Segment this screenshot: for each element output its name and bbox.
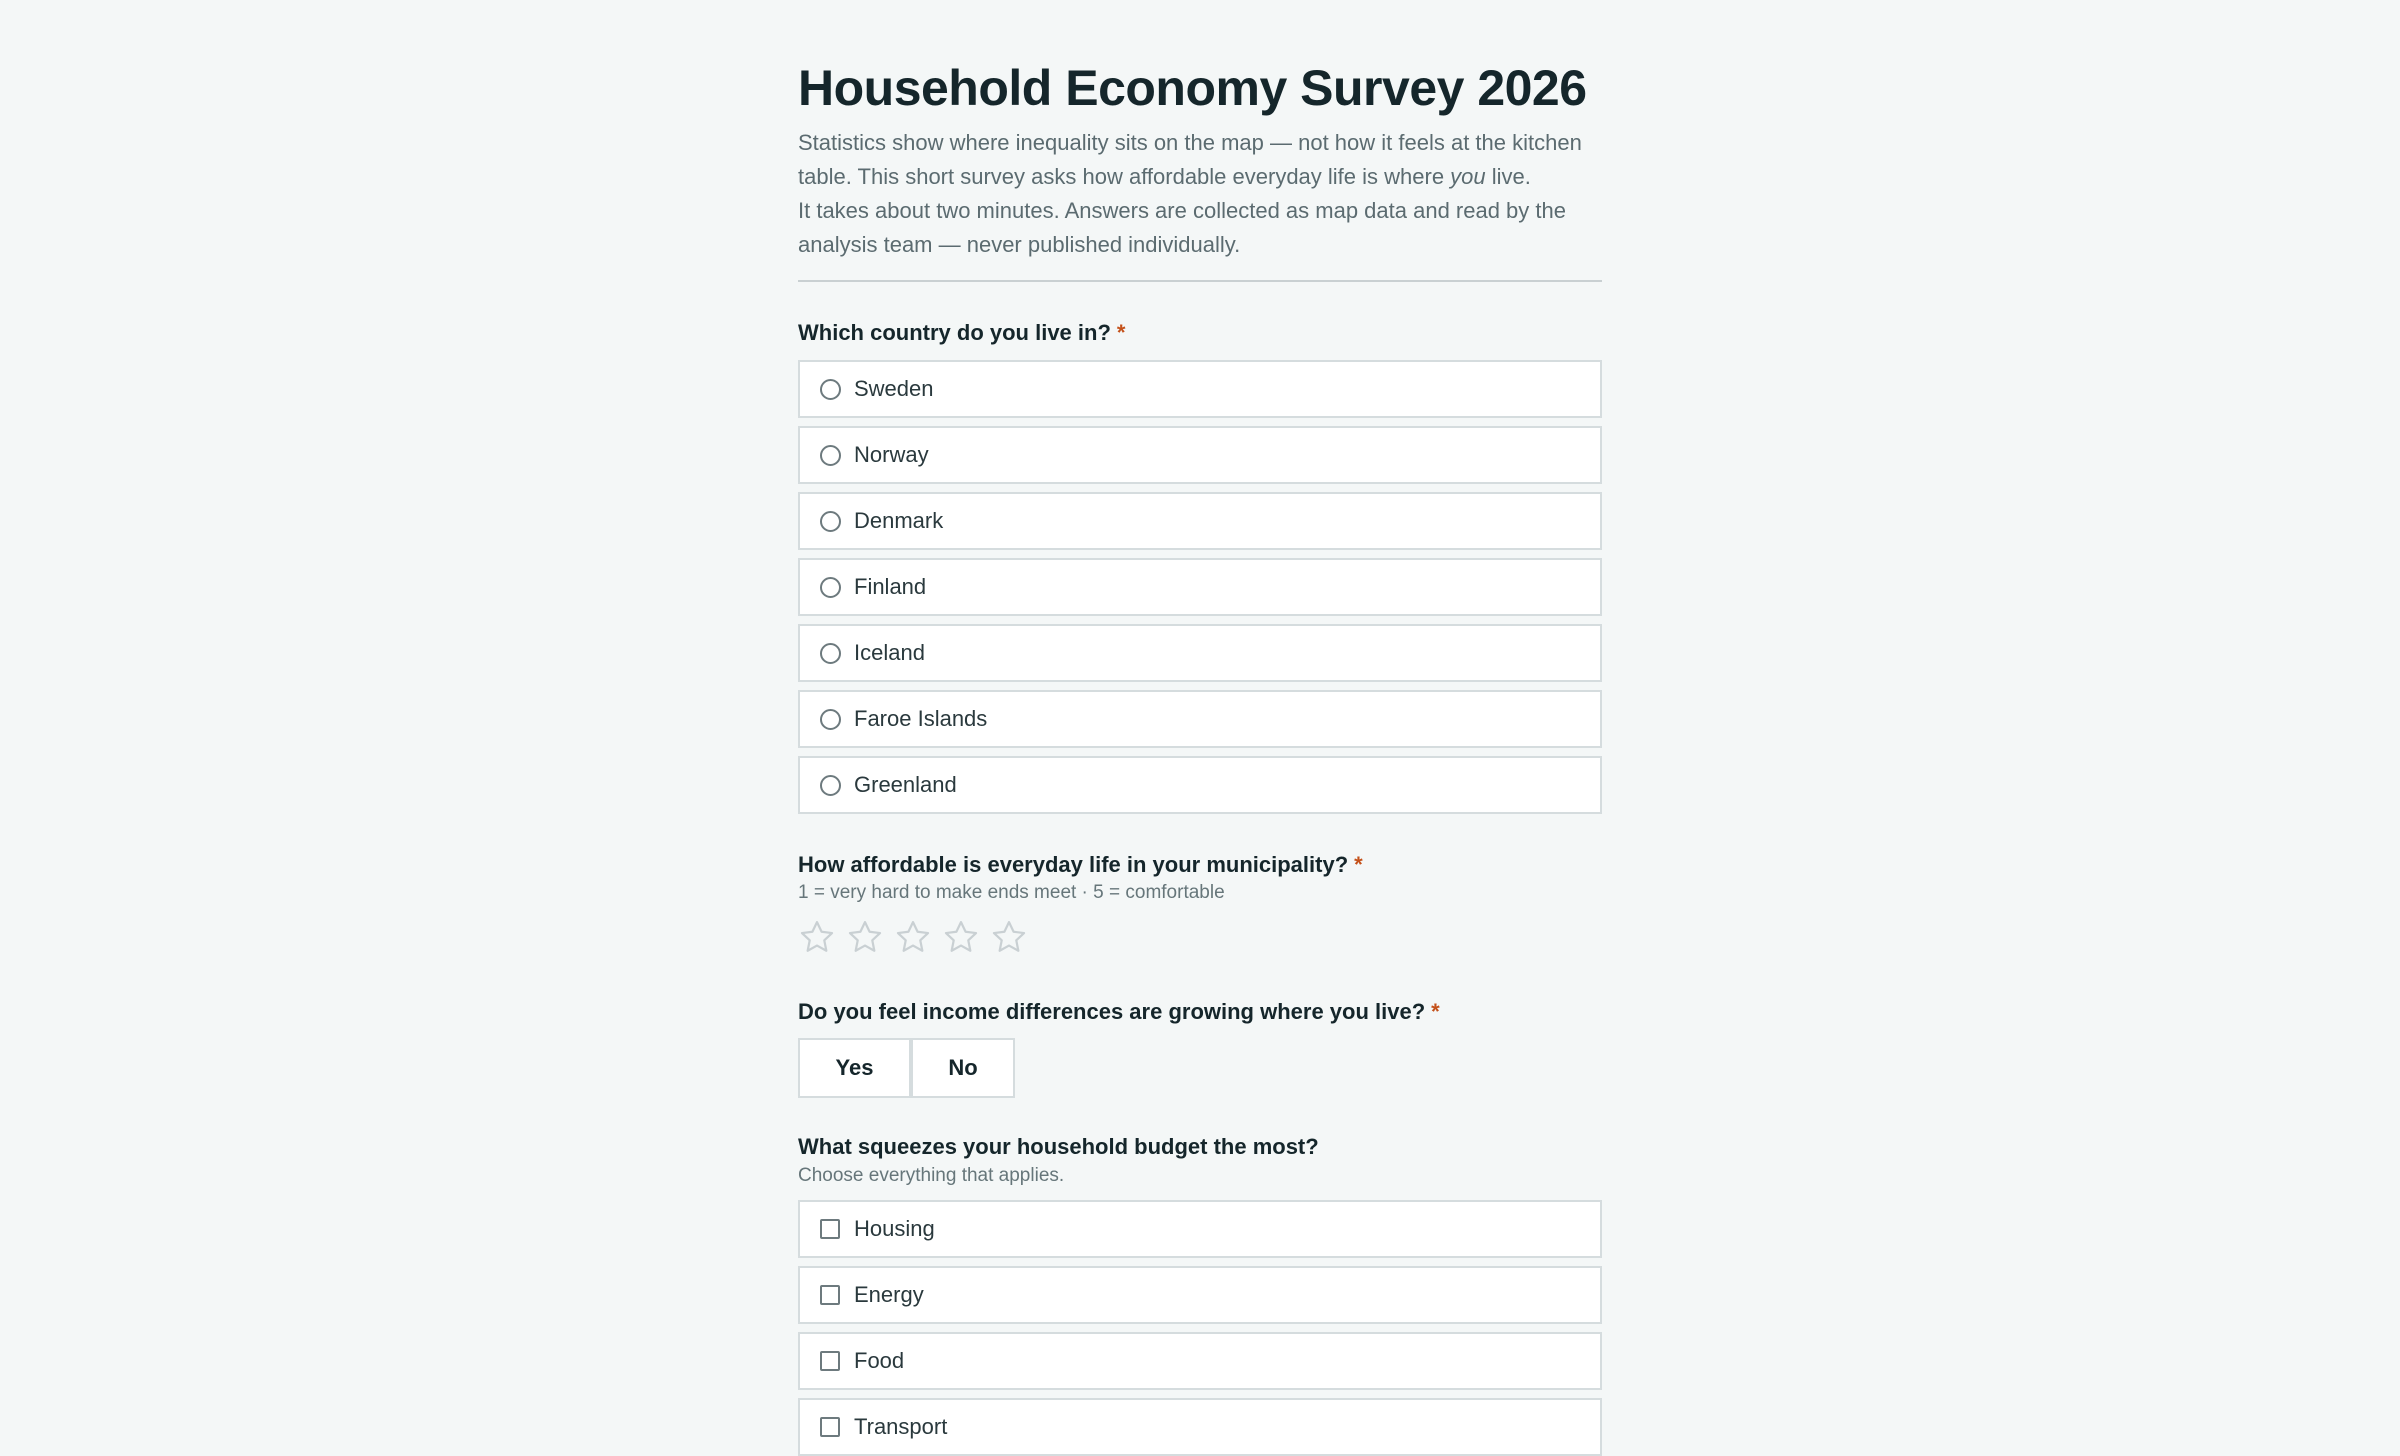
intro-emphasis: you [1450,164,1486,189]
intro-paragraph-1 [798,126,1602,194]
radio-icon[interactable] [820,511,841,532]
country-option-norway[interactable] [798,426,1602,484]
country-option-label: Denmark [854,508,944,533]
question-affordability-text: How affordable is everyday life in your municipality? [798,852,1349,877]
page-title: Household Economy Survey 2026 [798,60,1587,116]
intro-divider [798,280,1602,282]
checkbox-icon[interactable] [820,1285,840,1305]
radio-icon[interactable] [820,577,841,598]
required-marker: * [1431,999,1440,1024]
budget-option-label: Transport [854,1414,948,1439]
country-option-iceland[interactable] [798,624,1602,682]
country-option-label: Finland [854,574,927,599]
radio-icon[interactable] [820,379,841,400]
budget-option-label: Housing [854,1216,935,1241]
radio-icon[interactable] [820,709,841,730]
question-country-text: Which country do you live in? [798,320,1111,345]
budget-option-housing[interactable] [798,1200,1602,1258]
required-marker: * [1354,852,1363,877]
required-marker: * [1116,320,1126,345]
checkbox-icon[interactable] [820,1351,840,1371]
intro-text-before: Statistics show where inequality sits on the map — not how it feels at the kitchen table. This short survey asks how affordable everyday life is where [798,130,1582,189]
radio-icon[interactable] [820,445,841,466]
country-option-label: Sweden [854,376,934,401]
question-country-label [798,318,1125,348]
question-affordability-label [798,850,1363,880]
star-outline-icon[interactable] [942,918,980,956]
affordability-scale-hint: 1 = very hard to make ends meet · 5 = comfortable [798,882,1225,903]
question-income-gap-text: Do you feel income differences are growing where you live? [798,999,1426,1024]
country-option-greenland[interactable] [798,756,1602,814]
yes-button[interactable]: Yes [798,1038,911,1098]
star-outline-icon[interactable] [894,918,932,956]
intro-paragraph-2: It takes about two minutes. Answers are collected as map data and read by the analysis team — never published individually. [798,198,1566,257]
country-option-label: Faroe Islands [854,706,988,731]
country-option-label: Iceland [854,640,925,665]
budget-option-food[interactable] [798,1332,1602,1390]
checkbox-icon[interactable] [820,1219,840,1239]
survey-intro [798,126,1602,262]
budget-option-label: Food [854,1348,905,1373]
question-budget-label: What squeezes your household budget the most? [798,1134,1319,1159]
question-income-gap-label [798,997,1440,1027]
budget-hint: Choose everything that applies. [798,1165,1065,1186]
country-option-label: Greenland [854,772,957,797]
star-outline-icon[interactable] [798,918,836,956]
country-option-finland[interactable] [798,558,1602,616]
intro-text-after: live. [1485,164,1531,189]
star-outline-icon[interactable] [846,918,884,956]
budget-option-energy[interactable] [798,1266,1602,1324]
budget-option-label: Energy [854,1282,924,1307]
star-outline-icon[interactable] [990,918,1028,956]
budget-option-transport[interactable] [798,1398,1602,1456]
radio-icon[interactable] [820,775,841,796]
country-option-denmark[interactable] [798,492,1602,550]
radio-icon[interactable] [820,643,841,664]
no-button[interactable]: No [911,1038,1015,1098]
country-option-label: Norway [854,442,929,467]
country-option-faroe-islands[interactable] [798,690,1602,748]
checkbox-icon[interactable] [820,1417,840,1437]
country-option-sweden[interactable] [798,360,1602,418]
